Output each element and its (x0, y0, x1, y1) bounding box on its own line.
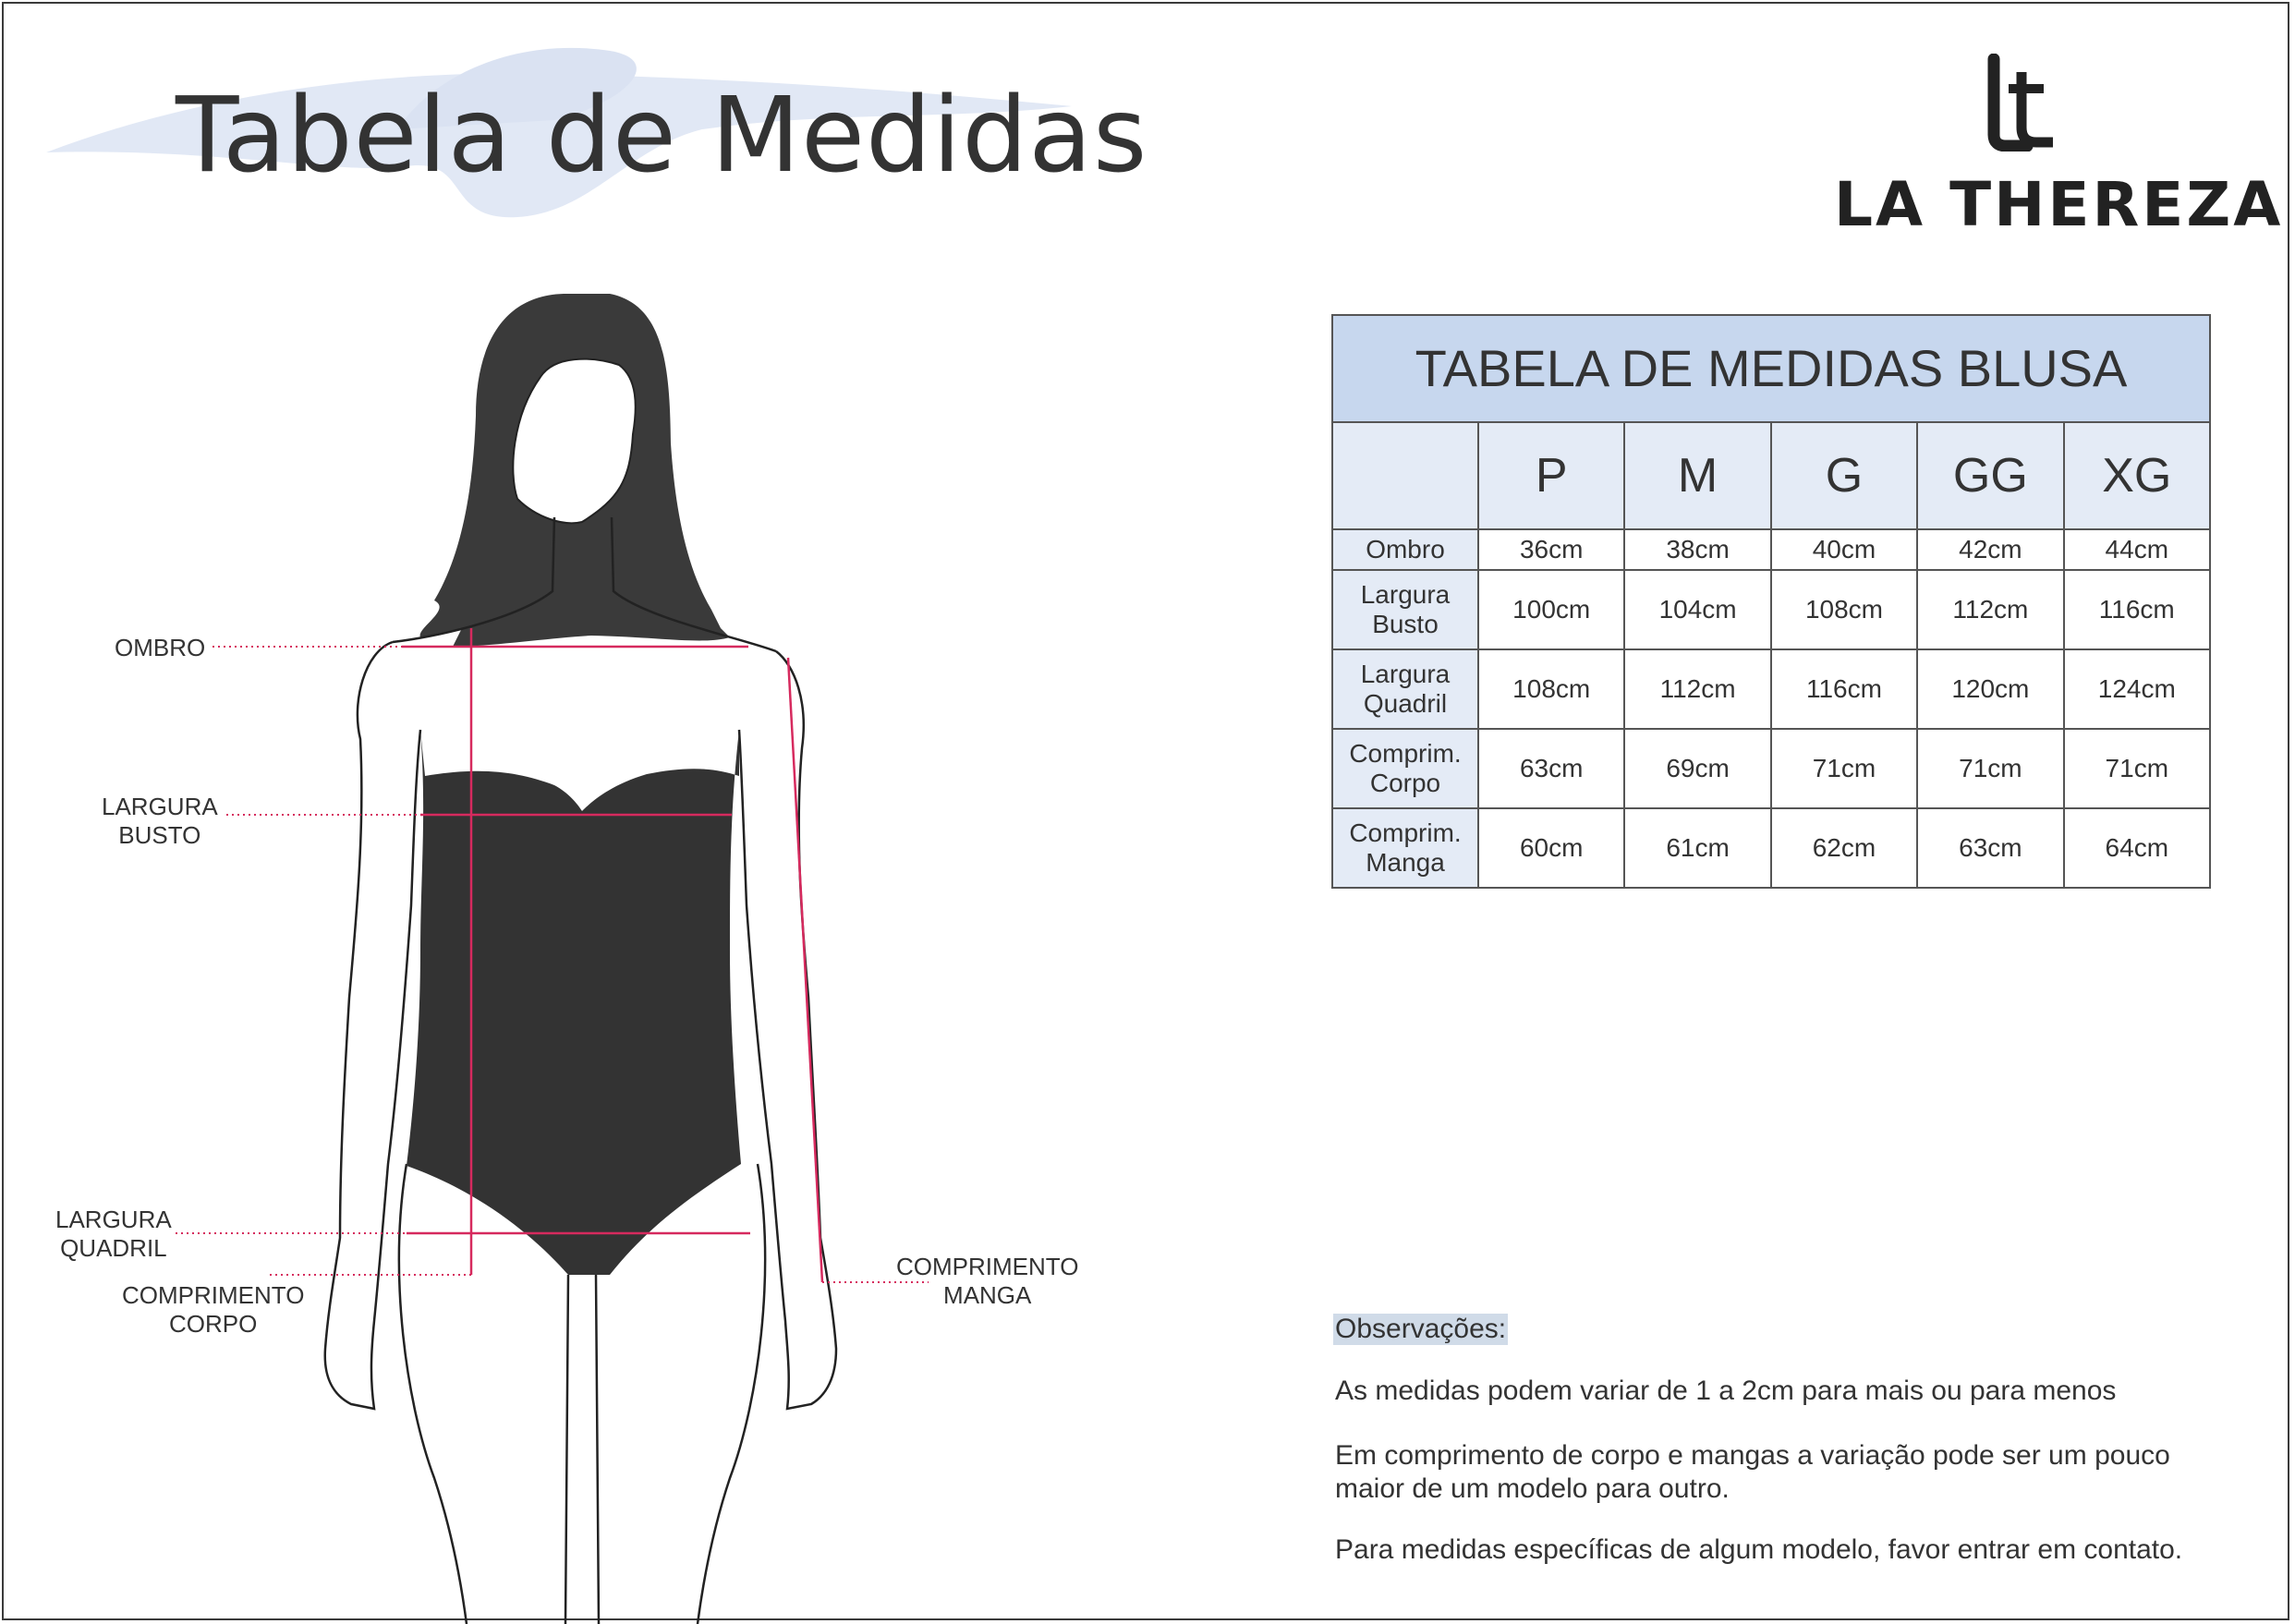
notes-title: Observações: (1335, 1314, 1507, 1344)
row-label: Largura Quadril (1332, 649, 1478, 729)
table-row (1332, 649, 2210, 729)
table-cell: 120cm (1917, 649, 2063, 729)
brand-name: LA THEREZA (1834, 169, 2284, 240)
table-cell: 44cm (2064, 529, 2210, 570)
table-cell: 116cm (2064, 570, 2210, 649)
body-outline (325, 642, 420, 1409)
table-cell: 112cm (1624, 649, 1770, 729)
size-header-g: G (1771, 422, 1917, 529)
table-header-row (1332, 422, 2210, 529)
table-title: TABELA DE MEDIDAS BLUSA (1332, 315, 2210, 422)
row-label: Comprim. Manga (1332, 808, 1478, 888)
note-line-2: Em comprimento de corpo e mangas a variação pode ser um pouco maior de um modelo para outro. (1335, 1440, 2170, 1504)
table-cell: 64cm (2064, 808, 2210, 888)
table-cell: 42cm (1917, 529, 2063, 570)
table-cell: 71cm (2064, 729, 2210, 808)
label-ombro: OMBRO (115, 634, 206, 661)
bodysuit (407, 730, 741, 1275)
table-cell: 124cm (2064, 649, 2210, 729)
table-cell: 38cm (1624, 529, 1770, 570)
label-comprimento-corpo: COMPRIMENTO CORPO (122, 1281, 305, 1338)
row-label: Comprim. Corpo (1332, 729, 1478, 808)
label-largura-busto: LARGURA BUSTO (102, 793, 218, 849)
label-comprimento-manga: COMPRIMENTO MANGA (896, 1253, 1079, 1309)
size-header-xg: XG (2064, 422, 2210, 529)
table-cell: 100cm (1478, 570, 1624, 649)
page-title: Tabela de Medidas (176, 76, 1148, 196)
table-body (1332, 529, 2210, 888)
table-cell: 108cm (1771, 570, 1917, 649)
note-line-1: As medidas podem variar de 1 a 2cm para mais ou para menos (1335, 1376, 2117, 1406)
table-cell: 36cm (1478, 529, 1624, 570)
row-label: Largura Busto (1332, 570, 1478, 649)
size-table (1331, 314, 2211, 889)
table-cell: 61cm (1624, 808, 1770, 888)
size-header-p: P (1478, 422, 1624, 529)
row-label: Ombro (1332, 529, 1478, 570)
size-header-m: M (1624, 422, 1770, 529)
table-cell: 62cm (1771, 808, 1917, 888)
header-empty-cell (1332, 422, 1478, 529)
lt-monogram-icon (1986, 54, 2060, 151)
table-cell: 69cm (1624, 729, 1770, 808)
size-header-gg: GG (1917, 422, 2063, 529)
table-row (1332, 808, 2210, 888)
note-line-3: Para medidas específicas de algum modelo, favor entrar em contato. (1335, 1534, 2183, 1565)
table-cell: 108cm (1478, 649, 1624, 729)
table-cell: 104cm (1624, 570, 1770, 649)
table-cell: 63cm (1917, 808, 2063, 888)
table-cell: 40cm (1771, 529, 1917, 570)
table-cell: 60cm (1478, 808, 1624, 888)
table-cell: 112cm (1917, 570, 2063, 649)
body-outline-right (739, 651, 836, 1409)
table-row (1332, 729, 2210, 808)
table-cell: 71cm (1917, 729, 2063, 808)
table-cell: 116cm (1771, 649, 1917, 729)
table-row (1332, 529, 2210, 570)
table-cell: 63cm (1478, 729, 1624, 808)
label-largura-quadril: LARGURA QUADRIL (55, 1206, 172, 1262)
table-cell: 71cm (1771, 729, 1917, 808)
table-row (1332, 570, 2210, 649)
